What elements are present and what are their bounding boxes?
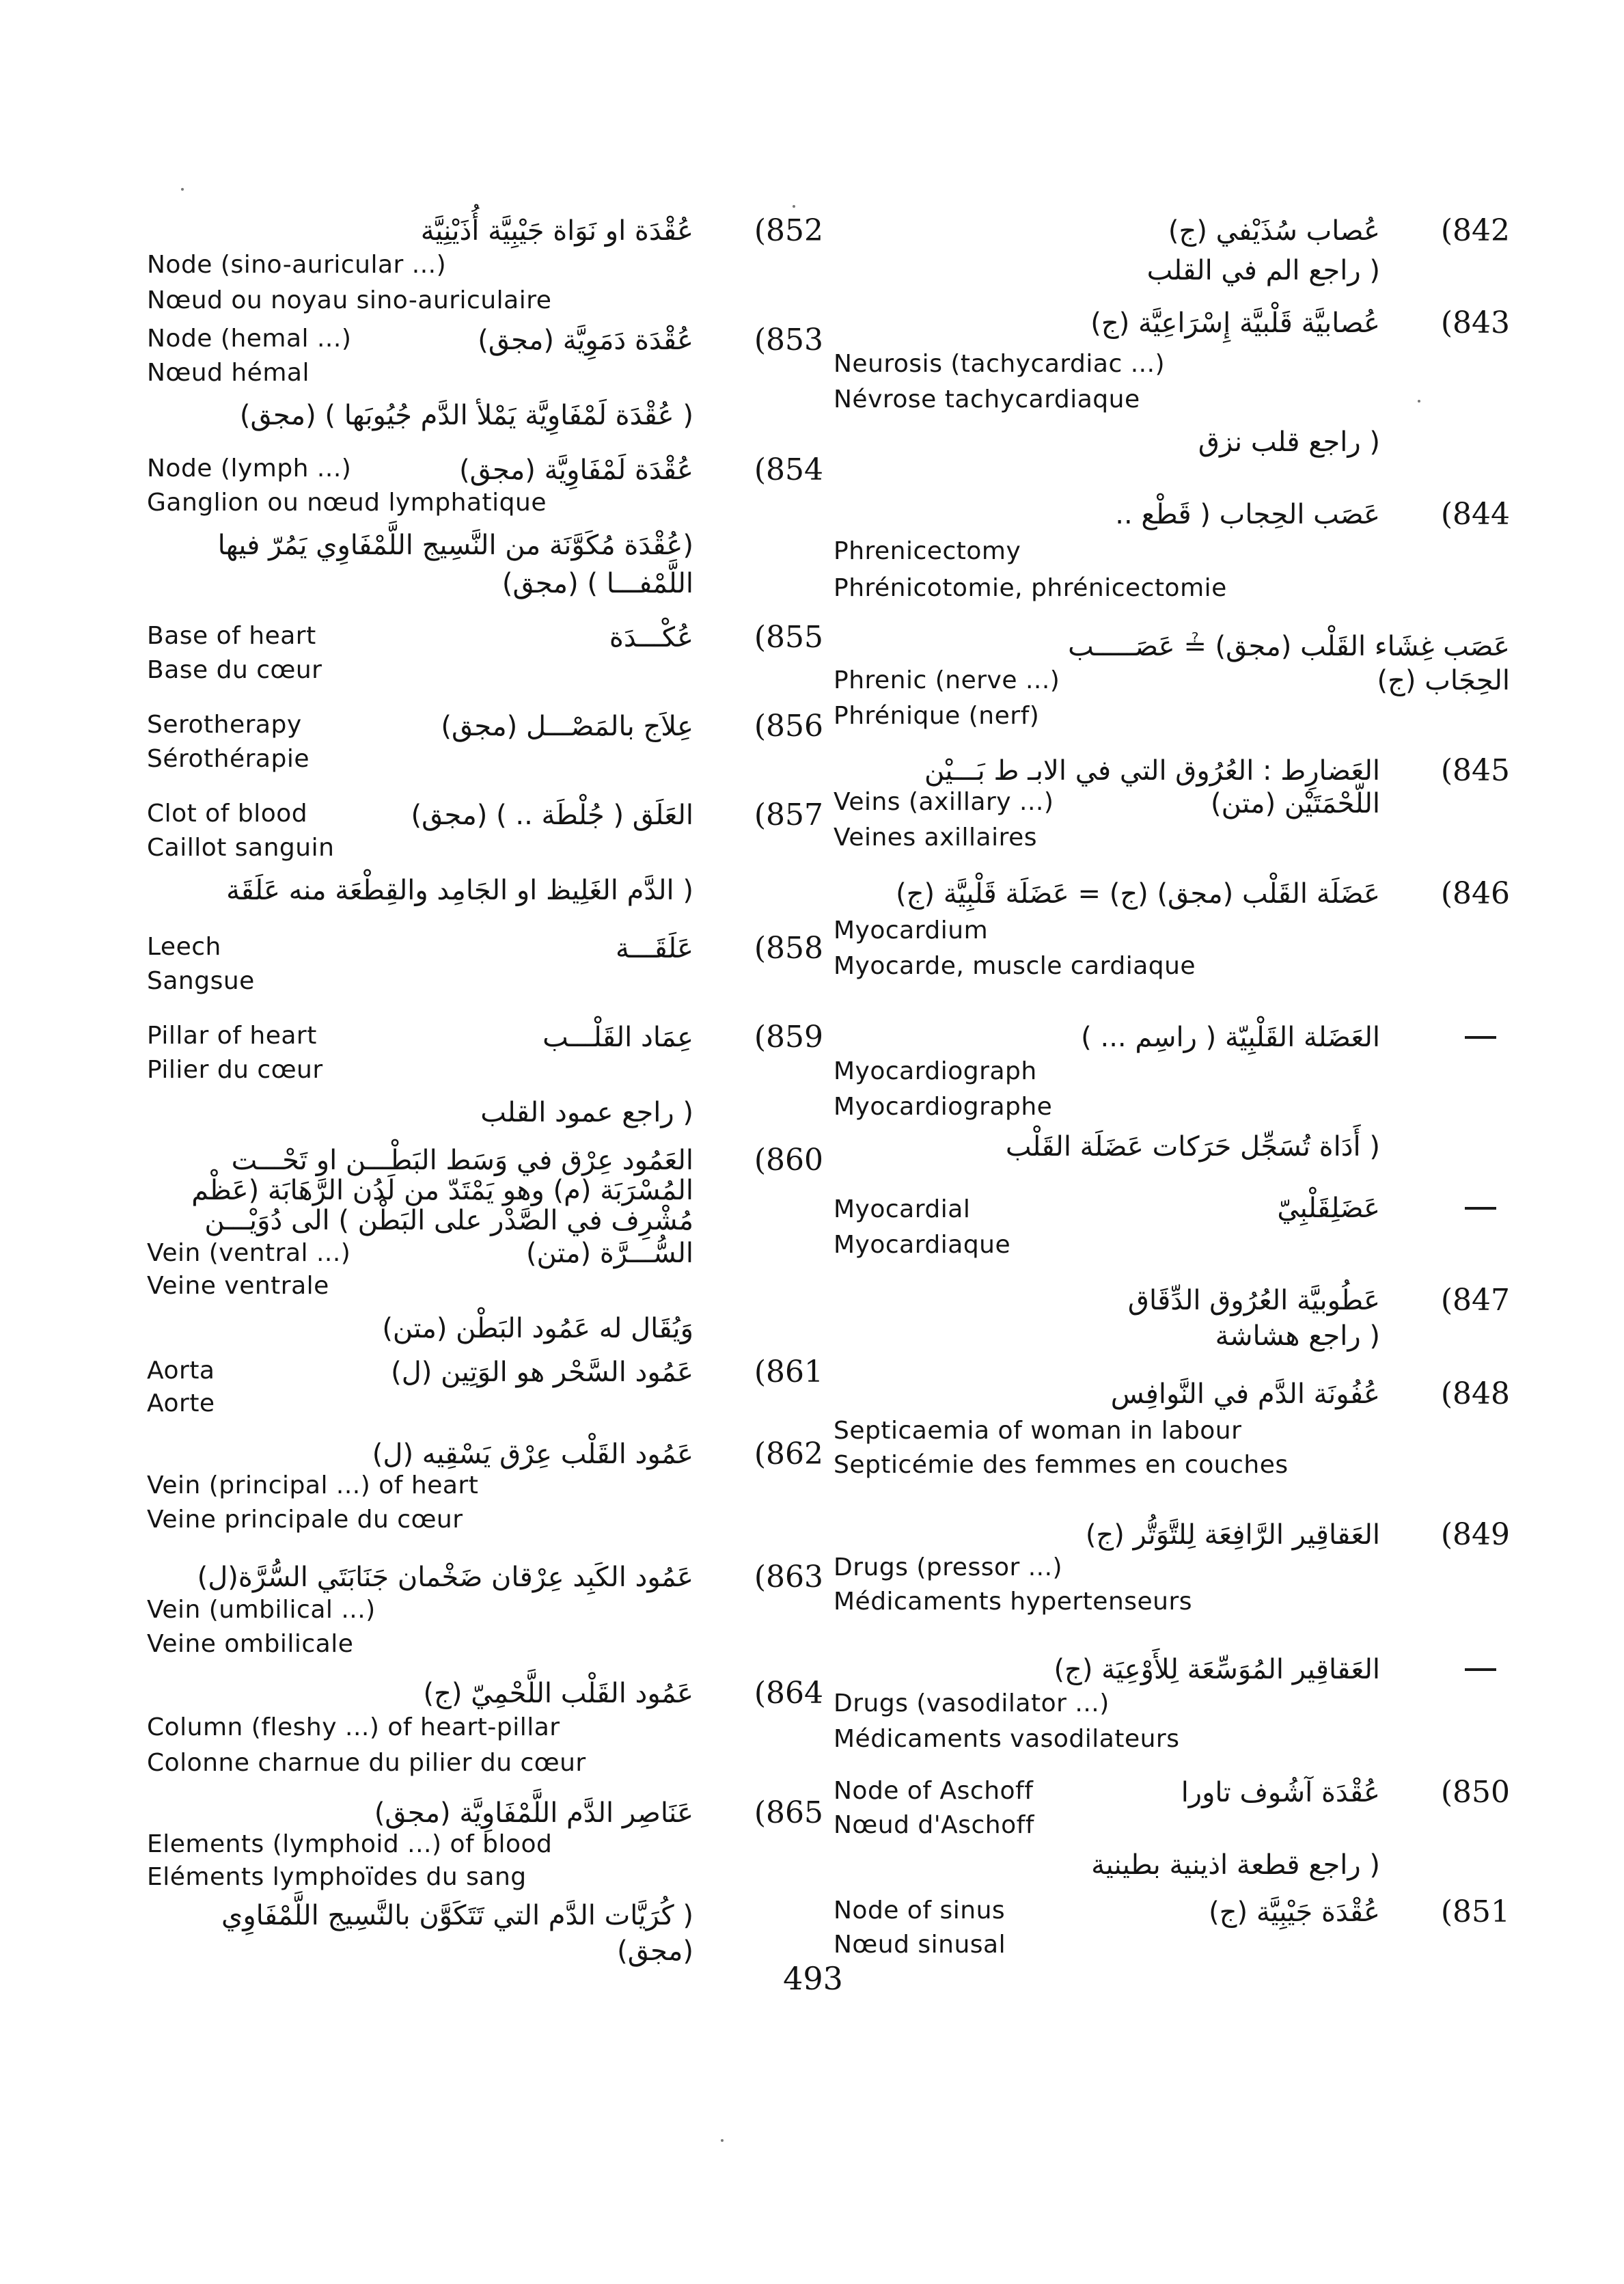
entry-847 — [834, 1281, 1510, 1363]
french-term: Nœud sinusal — [834, 1931, 1006, 1959]
english-term: Myocardial — [834, 1195, 971, 1223]
english-term: Phrenic (nerve ...) — [834, 666, 1060, 694]
arabic-term: عَمُود القَلْب اللَّحْمِيّ (ج) — [423, 1678, 693, 1709]
entry-844 — [834, 495, 1510, 612]
english-term: Node of sinus — [834, 1896, 1006, 1925]
entry-number: (856 — [754, 709, 823, 744]
page-number: 493 — [783, 1960, 843, 1997]
entry-858 — [147, 929, 823, 1005]
arabic-term: عِمَاد القَلْـــب — [542, 1022, 693, 1053]
arabic-note: ( عُقْدَة لَمْفَاوِيَّة يَمْلأ الدَّم جُيُوبَها ) (مجق) — [239, 400, 693, 431]
french-term: Nœud ou noyau sino-auriculaire — [147, 286, 552, 314]
french-term: Veines axillaires — [834, 824, 1037, 852]
entry-number: (857 — [754, 798, 823, 832]
entry-842 — [834, 212, 1510, 294]
entry-number: (854 — [754, 452, 823, 487]
entry-843 — [834, 304, 1510, 468]
entry-vasodilator — [834, 1650, 1510, 1760]
arabic-term: عَنَاصِر الدَّم اللَّمْفَاوِيَّة (مجق) — [374, 1797, 693, 1829]
entry-857 — [147, 796, 823, 912]
arabic-term: عَلَقَـــة — [616, 933, 693, 964]
entry-number: (845 — [1440, 753, 1510, 788]
print-speck — [181, 188, 184, 191]
english-term: Base of heart — [147, 622, 316, 650]
english-term: Neurosis (tachycardiac ...) — [834, 350, 1166, 378]
arabic-term-continued: اللّحْمَتَيْن (متن) — [1211, 788, 1380, 819]
entry-861 — [147, 1353, 823, 1428]
arabic-term-line3: مُشْرِف في الصَّدْر على البَطْن ) الى دُوَيْـــن — [204, 1205, 693, 1236]
entry-850 — [834, 1773, 1510, 1883]
english-term: Node (sino-auricular ...) — [147, 251, 447, 279]
french-term: Névrose tachycardiaque — [834, 385, 1140, 413]
entry-number: (847 — [1440, 1283, 1510, 1318]
print-speck — [793, 205, 795, 208]
entry-846 — [834, 875, 1510, 984]
arabic-note: ( راجع الم في القلب — [1146, 255, 1380, 286]
arabic-term: عَطُوبيَّة العُرُوق الدِّقَاق — [1127, 1285, 1380, 1316]
entry-845 — [834, 752, 1510, 868]
english-term: Myocardiograph — [834, 1057, 1037, 1085]
french-term: Sangsue — [147, 967, 255, 995]
entry-849 — [834, 1516, 1510, 1625]
english-term: Vein (umbilical ...) — [147, 1596, 376, 1624]
arabic-term: عَمُود الكَبِد عِرْقان ضَخْمان جَنَابَتَي السُّرَّة(ل) — [197, 1562, 693, 1593]
arabic-note: (عُقْدَة مُكَوَّنَة من النَّسِيج اللَّمْفَاوِي يَمُرّ فيها — [217, 530, 693, 561]
arabic-note: ( راجع عمود القلب — [480, 1097, 693, 1128]
entry-848 — [834, 1375, 1510, 1484]
english-term: Veins (axillary ...) — [834, 788, 1054, 816]
arabic-note-continued: اللَّمْفـــا ) (مجق) — [501, 568, 693, 599]
english-term: Node of Aschoff — [834, 1777, 1034, 1805]
entry-number: (848 — [1440, 1376, 1510, 1411]
entry-number: (852 — [754, 213, 823, 248]
english-term: Aorta — [147, 1357, 215, 1385]
entry-number: (863 — [754, 1560, 823, 1594]
entry-851 — [834, 1893, 1510, 1975]
arabic-term: عُقْدَة جَيْبِيَّة (ج) — [1209, 1896, 1380, 1928]
french-term: Base du cœur — [147, 656, 322, 684]
arabic-term-line4: السُّـــرَّة (متن) — [525, 1238, 693, 1269]
arabic-term-line2: المُسْرَبَة (م) وهو يَمْتَدّ من لَدُن الرَّهَابَة (عَظْم — [191, 1175, 693, 1206]
arabic-term: عَضَلَة القَلْب (مجق) (ج) = عَضَلَة قَلْبِيَّة (ج) — [896, 878, 1380, 910]
french-term: Médicaments hypertenseurs — [834, 1588, 1193, 1616]
entry-number: (855 — [754, 620, 823, 655]
arabic-term: عَصَب غِشَاء القَلْب (مجق) ≟ عَصَـــــب — [1068, 631, 1510, 662]
english-term: Node (hemal ...) — [147, 325, 352, 353]
french-term: Sérothérapie — [147, 745, 309, 773]
french-term: Veine ventrale — [147, 1272, 329, 1300]
english-term: Column (fleshy ...) of heart-pillar — [147, 1713, 560, 1741]
print-speck — [721, 2139, 724, 2142]
entry-854 — [147, 451, 823, 608]
arabic-term: عَمُود القَلْب عِرْق يَسْقِيه (ل) — [372, 1439, 693, 1470]
dash-marker — [1465, 1668, 1496, 1671]
english-term: Drugs (pressor ...) — [834, 1553, 1063, 1581]
arabic-term: عَضَلِقَلْبِيّ — [1277, 1193, 1380, 1224]
entry-859 — [147, 1018, 823, 1134]
french-term: Ganglion ou nœud lymphatique — [147, 489, 547, 517]
arabic-term: العَضارِط : العُرُوق التي في الابـ ط بَـــيْن — [924, 755, 1380, 787]
arabic-term: عُقْدَة او نَوَاة جَيْبِيَّة أُذَيْنِيَّة — [420, 215, 693, 247]
entry-number: (864 — [754, 1676, 823, 1711]
arabic-term: عُقْدَة آشُوف تاورا — [1181, 1777, 1380, 1808]
arabic-note: وَيُقَال له عَمُود البَطْن (متن) — [382, 1313, 693, 1344]
entry-number: (861 — [754, 1355, 823, 1389]
arabic-term: عُصاب سُذَيْفي (ج) — [1168, 215, 1380, 247]
french-term: Myocardiographe — [834, 1093, 1053, 1121]
entry-860 — [147, 1141, 823, 1353]
entry-853 — [147, 321, 823, 437]
arabic-term: العَقاقِير المُوَسِّعَة لِلأَوْعِيَة (ج) — [1054, 1654, 1380, 1685]
entry-number: (853 — [754, 323, 823, 357]
arabic-term: العَمُود عِرْق في وَسَط البَطْـــن او تَحْـــت — [231, 1145, 693, 1176]
arabic-note: ( راجع هشاشة — [1215, 1320, 1380, 1352]
arabic-note: ( الدَّم الغَلِيظ او الجَامِد والقِطْعَة منه عَلَقَة — [226, 875, 693, 906]
entry-number: (842 — [1440, 213, 1510, 248]
english-term: Node (lymph ...) — [147, 454, 352, 482]
entry-number: (844 — [1440, 497, 1510, 532]
entry-number: (860 — [754, 1143, 823, 1178]
entry-862 — [147, 1435, 823, 1551]
french-term: Nœud hémal — [147, 359, 309, 387]
english-term: Clot of blood — [147, 800, 308, 828]
dash-marker — [1465, 1036, 1496, 1039]
entry-852 — [147, 212, 823, 314]
arabic-term: عُفُونَة الدَّم في النَّوافِس — [1110, 1378, 1380, 1410]
french-term: Caillot sanguin — [147, 834, 335, 862]
entry-number: (865 — [754, 1795, 823, 1830]
arabic-term: عُكْـــدَة — [609, 622, 693, 653]
entry-number: (862 — [754, 1437, 823, 1471]
right-column — [834, 0, 1510, 2284]
entry-number: (859 — [754, 1020, 823, 1055]
english-term: Septicaemia of woman in labour — [834, 1417, 1242, 1445]
french-term: Veine principale du cœur — [147, 1506, 463, 1534]
entry-855 — [147, 618, 823, 694]
arabic-term: عَمُود السَّحْر هو الوَتِين (ل) — [391, 1357, 693, 1388]
dash-marker — [1465, 1207, 1496, 1210]
english-term: Elements (lymphoid ...) of blood — [147, 1830, 553, 1858]
print-speck — [1418, 400, 1420, 403]
french-term: Aorte — [147, 1389, 215, 1417]
entry-number: (849 — [1440, 1517, 1510, 1552]
english-term: Serotherapy — [147, 711, 302, 739]
french-term: Myocarde, muscle cardiaque — [834, 952, 1196, 980]
entry-number: (858 — [754, 931, 823, 966]
arabic-term: العَضَلة القَلْبِيّة ( راسِم ... ) — [1081, 1022, 1380, 1053]
arabic-note: ( أَدَاة تُسَجِّل حَرَكات عَضَلَة القَلْب — [1005, 1131, 1380, 1163]
english-term: Drugs (vasodilator ...) — [834, 1689, 1110, 1717]
french-term: Veine ombilicale — [147, 1630, 354, 1658]
entry-863 — [147, 1558, 823, 1674]
french-term: Eléments lymphoïdes du sang — [147, 1863, 527, 1891]
english-term: Leech — [147, 933, 221, 961]
entry-myocardiograph — [834, 1018, 1510, 1175]
arabic-term: العَلَق ( جُلْطَة .. ) (مجق) — [411, 800, 693, 831]
arabic-term: عَصَب الحِجاب ( قَطْع .. — [1115, 499, 1380, 530]
arabic-term: العَقاقِير الرَّافِعَة لِلتَّوَتُّر (ج) — [1085, 1519, 1380, 1551]
arabic-term: عُصابيَّة قَلْبيَّة إِسْرَاعِيَّة (ج) — [1090, 308, 1380, 339]
entry-856 — [147, 707, 823, 783]
french-term: Pilier du cœur — [147, 1056, 323, 1084]
entry-phrenic — [834, 627, 1510, 744]
arabic-note: ( راجع قطعة اذينية بطينية — [1091, 1849, 1380, 1881]
french-term: Médicaments vasodilateurs — [834, 1725, 1180, 1753]
french-term: Septicémie des femmes en couches — [834, 1451, 1289, 1479]
entry-865 — [147, 1794, 823, 1967]
english-term: Phrenicectomy — [834, 537, 1021, 565]
arabic-term: عُقْدَة لَمْفَاوِيَّة (مجق) — [459, 454, 693, 486]
entry-number: (843 — [1440, 305, 1510, 340]
entry-myocardial — [834, 1189, 1510, 1271]
entry-number: (850 — [1440, 1775, 1510, 1810]
french-term: Phrénicotomie, phrénicectomie — [834, 574, 1227, 602]
left-column — [147, 0, 823, 2284]
arabic-term: عُقْدَة دَمَوِيَّة (مجق) — [478, 325, 693, 356]
arabic-note: ( كُرَيَّات الدَّم التي تَتَكَوَّن بالنَّسِيج اللَّمْفَاوِي — [221, 1900, 693, 1931]
arabic-note-continued: (مجق) — [617, 1935, 693, 1967]
french-term: Phrénique (nerf) — [834, 702, 1040, 730]
english-term: Vein (principal ...) of heart — [147, 1471, 479, 1499]
entry-864 — [147, 1674, 823, 1791]
arabic-term: عِلاَج بالمَصْـــل (مجق) — [441, 711, 693, 742]
french-term: Colonne charnue du pilier du cœur — [147, 1749, 586, 1777]
entry-number: (846 — [1440, 876, 1510, 911]
entry-number: (851 — [1440, 1894, 1510, 1929]
french-term: Nœud d'Aschoff — [834, 1811, 1034, 1839]
arabic-note: ( راجع قلب نزق — [1198, 426, 1380, 458]
french-term: Myocardiaque — [834, 1231, 1011, 1259]
arabic-term-continued: الحِجَاب (ج) — [1377, 665, 1510, 696]
english-term: Pillar of heart — [147, 1022, 317, 1050]
english-term: Myocardium — [834, 916, 989, 944]
english-term: Vein (ventral ...) — [147, 1239, 351, 1267]
